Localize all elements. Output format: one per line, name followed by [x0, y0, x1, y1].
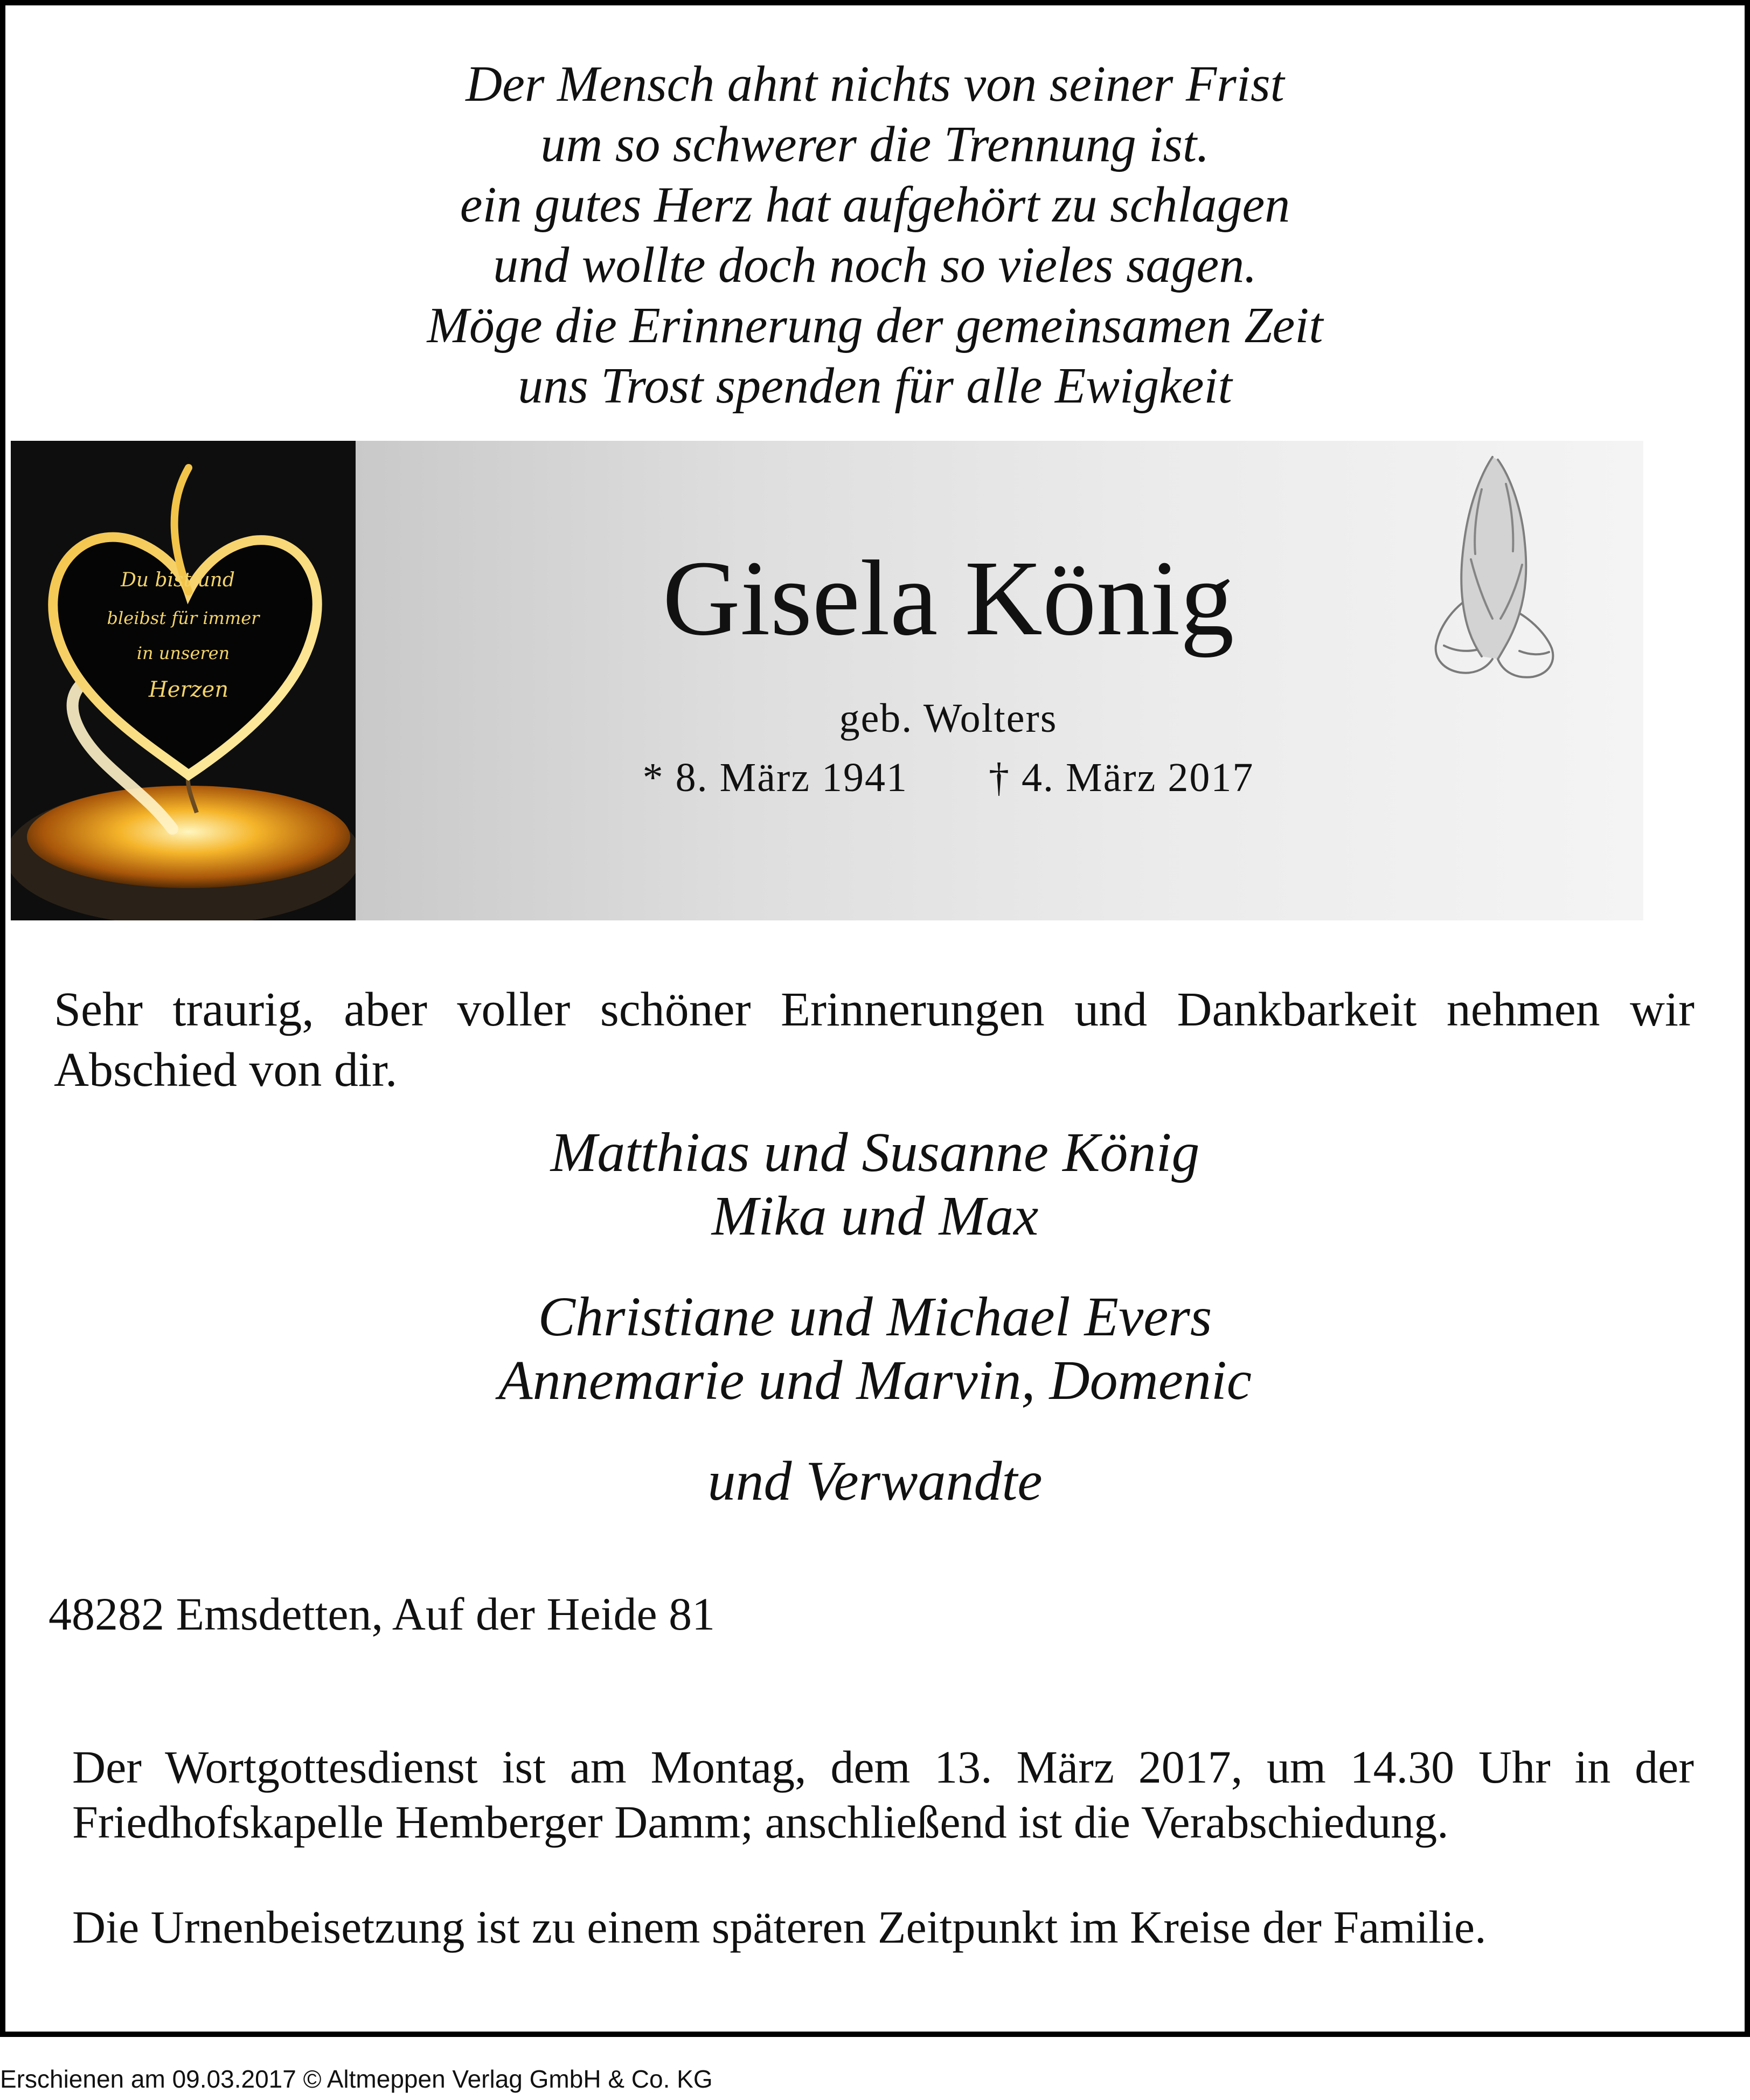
heart-text-line: Herzen [148, 677, 229, 702]
mourner-line: Annemarie und Marvin, Domenic [498, 1349, 1252, 1411]
poem-line: um so schwerer die Trennung ist. [540, 116, 1210, 172]
heart-text-line: in unseren [136, 643, 230, 663]
maiden-name: geb. Wolters [839, 696, 1058, 741]
address: 48282 Emsdetten, Auf der Heide 81 [48, 1588, 716, 1640]
candle-heart-image [11, 441, 356, 920]
life-dates [388, 753, 1509, 802]
poem-line: Der Mensch ahnt nichts von seiner Frist [466, 56, 1284, 112]
name-block [388, 441, 1509, 920]
name-banner [11, 441, 1643, 920]
poem-line: Möge die Erinnerung der gemeinsamen Zeit [427, 297, 1323, 354]
heart-text-line: Du bist und [121, 569, 235, 591]
intro-text: Sehr traurig, aber voller schöner Erinnerungen und Dankbarkeit nehmen wir Abschied von dir. [54, 983, 1695, 1097]
poem-line: uns Trost spenden für alle Ewigkeit [518, 358, 1232, 414]
mourners-group-2 [5, 1285, 1745, 1412]
poem-line: und wollte doch noch so vieles sagen. [493, 237, 1257, 293]
burial-text: Die Urnenbeisetzung ist zu einem späteren Zeitpunkt im Kreise der Familie. [72, 1901, 1487, 1953]
praying-hands-icon [1412, 452, 1563, 683]
publication-footer: Erschienen am 09.03.2017 © Altmeppen Verlag GmbH & Co. KG [0, 2065, 713, 2093]
deceased-name: Gisela König [662, 539, 1234, 658]
candle-heart-icon [11, 441, 356, 920]
mourners-group-3 [5, 1450, 1745, 1513]
mourner-line: Mika und Max [711, 1185, 1039, 1247]
mourners-group-1 [5, 1121, 1745, 1248]
service-text: Der Wortgottesdienst ist am Montag, dem 13. März 2017, um 14.30 Uhr in der Friedhofskapelle Hemberger Damm; anschließend ist die Verabschiedung. [72, 1741, 1694, 1848]
mourner-line: Christiane und Michael Evers [538, 1286, 1212, 1348]
birth-date: * 8. März 1941 [642, 755, 908, 800]
poem [5, 54, 1745, 416]
mourner-line: Matthias und Susanne König [550, 1121, 1200, 1183]
mourner-line: und Verwandte [707, 1450, 1043, 1512]
heart-text-line: bleibst für immer [107, 608, 260, 628]
poem-line: ein gutes Herz hat aufgehört zu schlagen [460, 177, 1290, 233]
death-date: † 4. März 2017 [989, 755, 1254, 800]
